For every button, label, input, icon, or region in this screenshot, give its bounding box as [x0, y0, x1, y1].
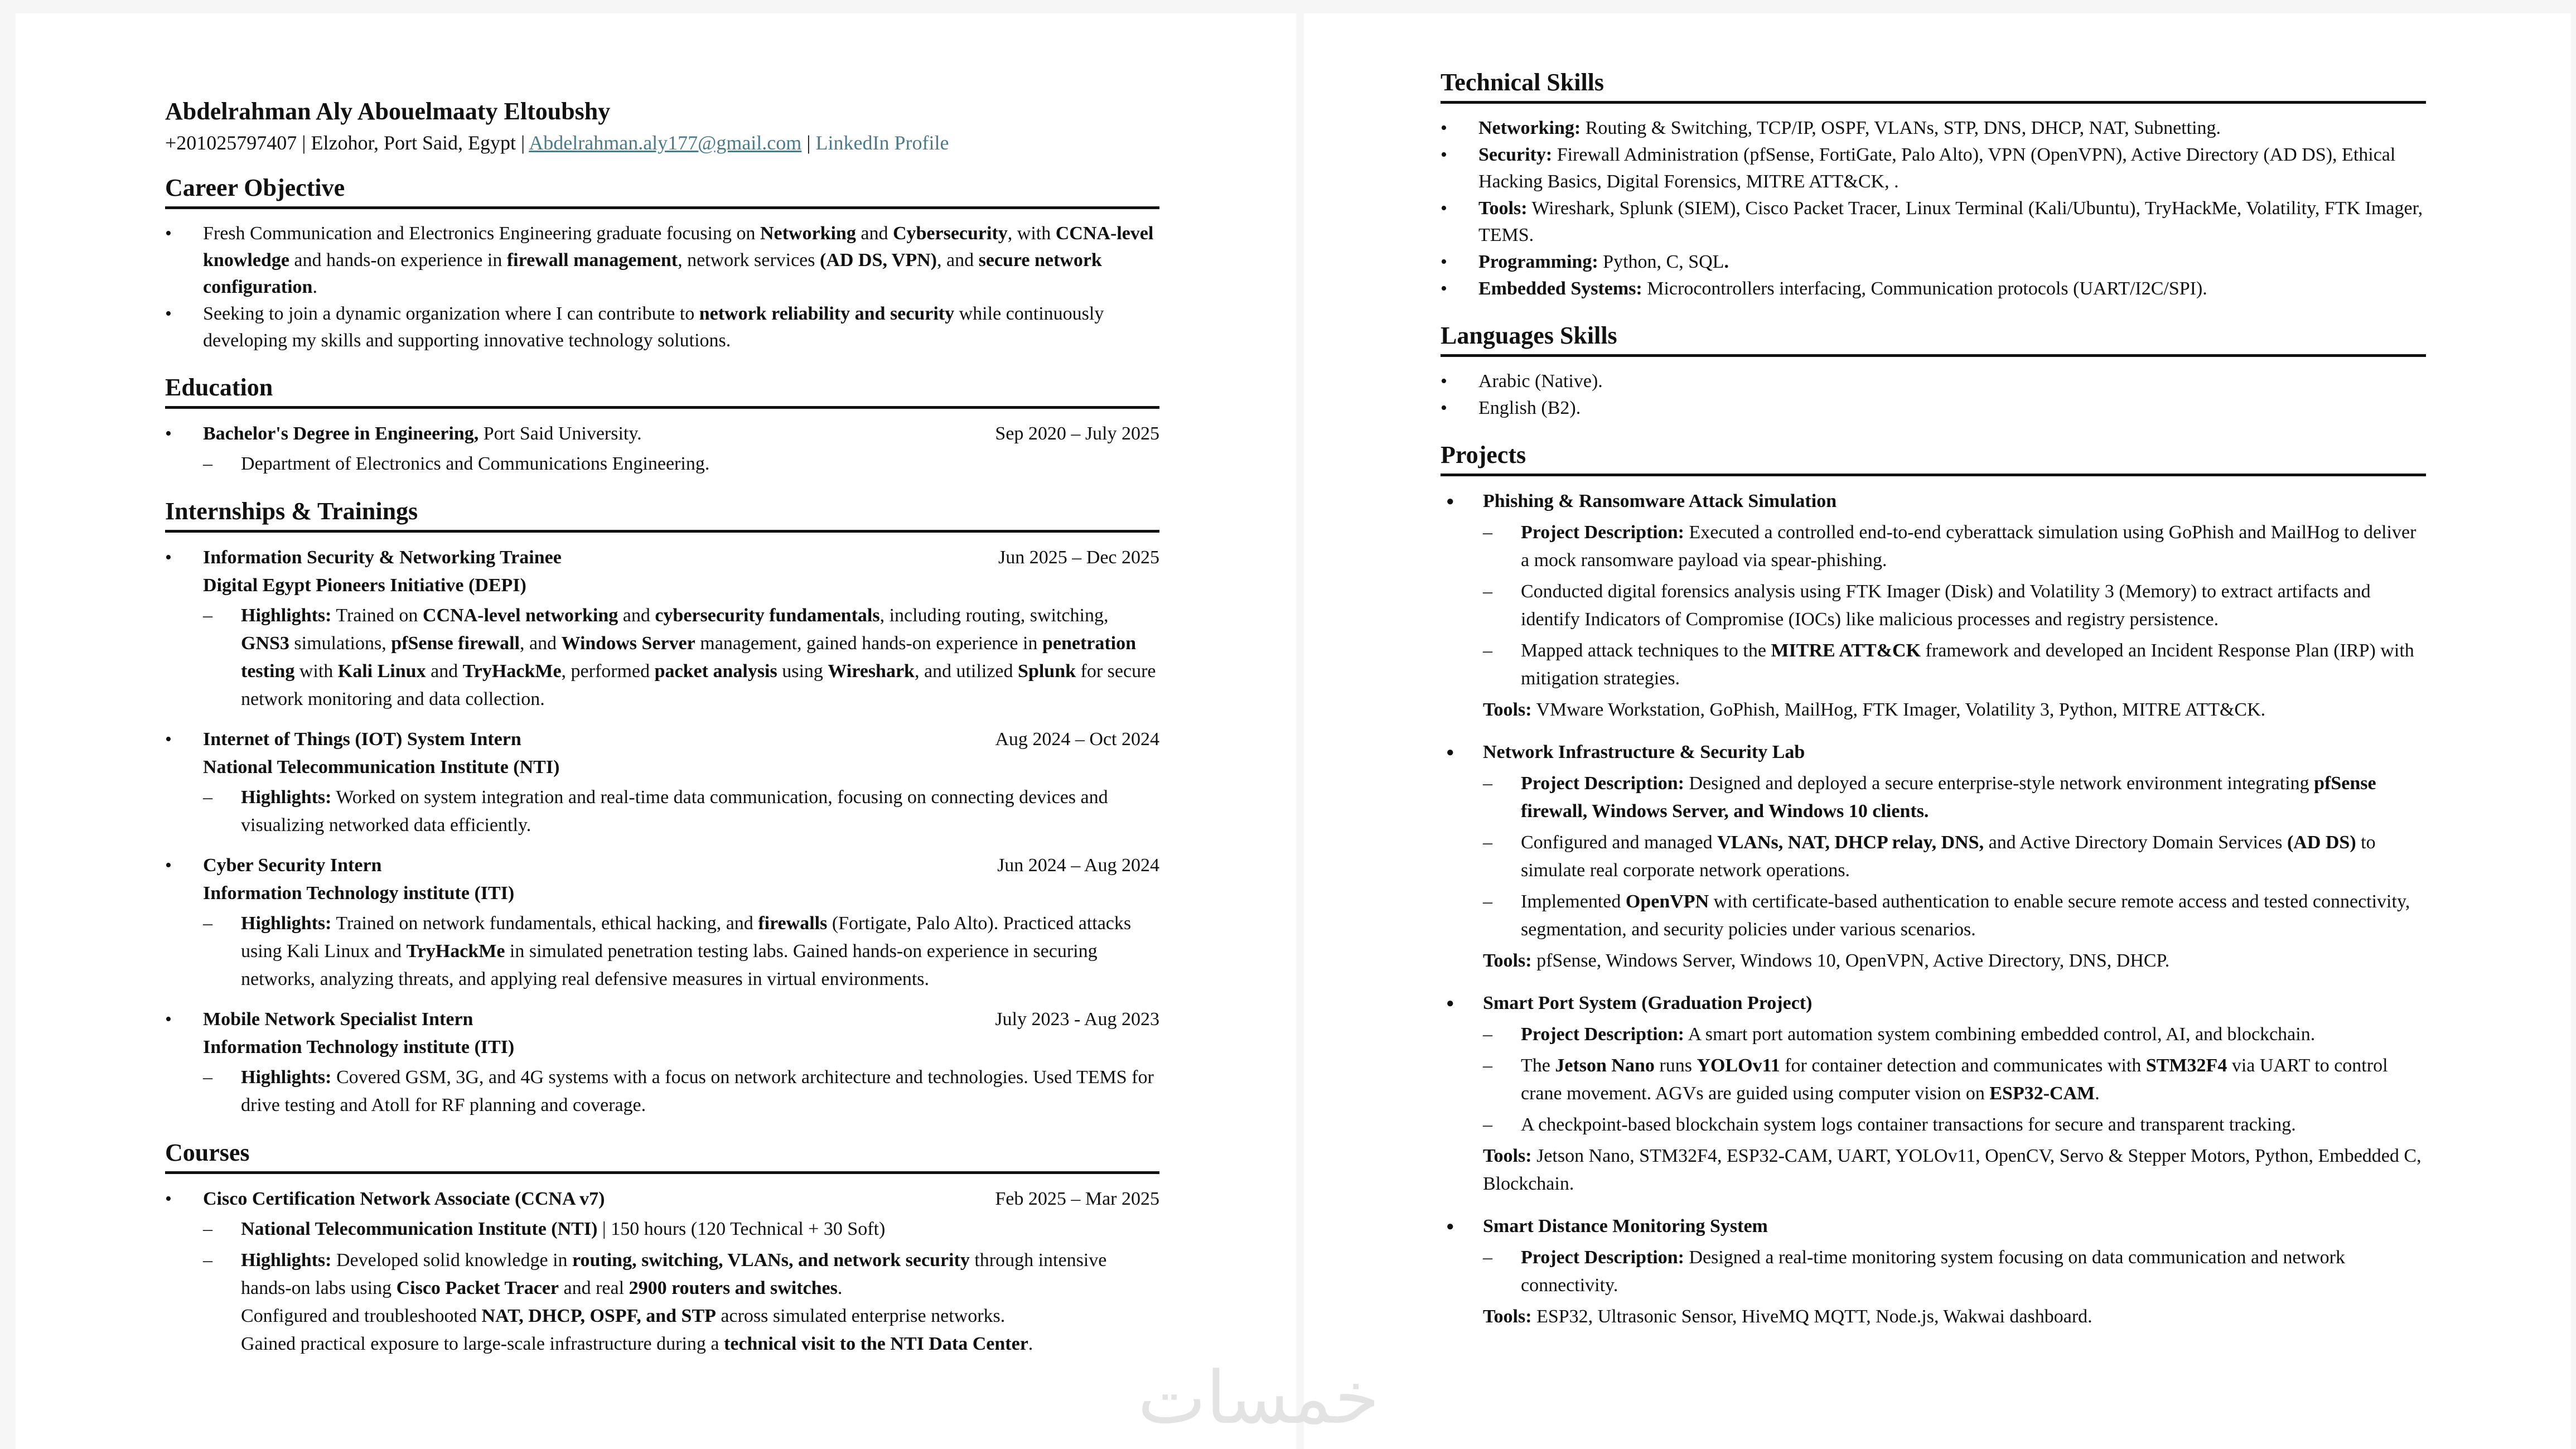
projects-title: Projects	[1441, 441, 2426, 476]
organization: Information Technology institute (ITI)	[203, 883, 515, 904]
education-entry	[165, 420, 1159, 478]
languages-list	[1441, 368, 2426, 422]
degree: Bachelor's Degree in Engineering,	[203, 423, 479, 444]
linkedin-link[interactable]: LinkedIn Profile	[815, 132, 949, 154]
list-item: • Fresh Communication and Electronics Engineering graduate focusing on Networking and Cybersecurity, with CCNA-level knowledge and hands-on experience in firewall management, network services (AD DS, VPN), and secure network configuration.	[165, 220, 1159, 301]
list-item: • Seeking to join a dynamic organization where I can contribute to network reliability and security while continuously developing my skills and supporting innovative technology solutions.	[165, 301, 1159, 354]
highlights: – Highlights: Worked on system integration and real-time data communication, focusing on connecting devices and visualizing networked data efficiently.	[203, 784, 1159, 839]
role: • Cyber Security Intern	[203, 855, 382, 876]
highlights: – Highlights: Trained on network fundamentals, ethical hacking, and firewalls (Fortigate, Palo Alto). Practiced attacks using Kali Linux and TryHackMe in simulated penetration testing labs. Gained hands-on experience in securing networks, analyzing threats, and applying real defensive measures in virtual environments.	[203, 910, 1159, 993]
project-detail: – Project Description: A smart port automation system combining embedded control, AI, and blockchain.	[1483, 1021, 2426, 1049]
role: • Information Security & Networking Trainee	[203, 547, 562, 568]
languages-title: Languages Skills	[1441, 321, 2426, 357]
project-detail: – Project Description: Designed and deployed a secure enterprise-style network environment integrating pfSense firewall, Windows Server, and Windows 10 clients.	[1483, 770, 2426, 825]
organization: Digital Egypt Pioneers Initiative (DEPI)	[203, 575, 526, 596]
project-tools: Tools: VMware Workstation, GoPhish, MailHog, FTK Imager, Volatility 3, Python, MITRE ATT&CK.	[1483, 699, 2266, 720]
phone-location: +201025797407 | Elzohor, Port Said, Egypt |	[165, 132, 529, 154]
organization: Information Technology institute (ITI)	[203, 1037, 515, 1057]
course-institute: – National Telecommunication Institute (NTI) | 150 hours (120 Technical + 30 Soft)	[203, 1215, 1159, 1243]
resume-page-right	[1304, 13, 2571, 1449]
technical-skills-title: Technical Skills	[1441, 68, 2426, 104]
list-item: • Embedded Systems: Microcontrollers interfacing, Communication protocols (UART/I2C/SPI).	[1441, 276, 2426, 302]
project-detail: – Conducted digital forensics analysis using FTK Imager (Disk) and Volatility 3 (Memory) to extract artifacts and identify Indicators of Compromise (IOCs) like malicious processes and registry persistence.	[1483, 578, 2426, 634]
list-item: • Security: Firewall Administration (pfSense, FortiGate, Palo Alto), VPN (OpenVPN), Active Directory (AD DS), Ethical Hacking Basics, Digital Forensics, MITRE ATT&CK, .	[1441, 142, 2426, 195]
list-item: • English (B2).	[1441, 395, 2426, 422]
list-item: • Tools: Wireshark, Splunk (SIEM), Cisco Packet Tracer, Linux Terminal (Kali/Ubuntu), TryHackMe, Volatility, FTK Imager, TEMS.	[1441, 195, 2426, 249]
project-entry	[1441, 487, 2426, 724]
project-title: ● Network Infrastructure & Security Lab	[1483, 742, 1805, 762]
project-detail: – Project Description: Executed a controlled end-to-end cyberattack simulation using GoPhish and MailHog to deliver a mock ransomware payload via spear-phishing.	[1483, 519, 2426, 574]
project-entry	[1441, 738, 2426, 975]
project-tools: Tools: ESP32, Ultrasonic Sensor, HiveMQ MQTT, Node.js, Wakwai dashboard.	[1483, 1306, 2092, 1327]
email-link[interactable]: Abdelrahman.aly177@gmail.com	[529, 132, 802, 154]
project-tools: Tools: pfSense, Windows Server, Windows 10, OpenVPN, Active Directory, DNS, DHCP.	[1483, 950, 2170, 971]
internship-entry	[165, 726, 1159, 839]
highlights: – Highlights: Trained on CCNA-level networking and cybersecurity fundamentals, including routing, switching, GNS3 simulations, pfSense firewall, and Windows Server management, gained hands-on experience in penetration testing with Kali Linux and TryHackMe, performed packet analysis using Wireshark, and utilized Splunk for secure network monitoring and data collection.	[203, 602, 1159, 713]
project-detail: – Implemented OpenVPN with certificate-based authentication to enable secure remote access and tested connectivity, segmentation, and security policies under various scenarios.	[1483, 888, 2426, 944]
highlights: – Highlights: Covered GSM, 3G, and 4G systems with a focus on network architecture and technologies. Used TEMS for drive testing and Atoll for RF planning and coverage.	[203, 1064, 1159, 1119]
list-item: • Networking: Routing & Switching, TCP/IP, OSPF, VLANs, STP, DNS, DHCP, NAT, Subnetting.	[1441, 115, 2426, 142]
project-detail: – A checkpoint-based blockchain system logs container transactions for secure and transparent tracking.	[1483, 1111, 2426, 1139]
internship-entry	[165, 852, 1159, 993]
project-title: ● Smart Distance Monitoring System	[1483, 1216, 1768, 1237]
role: • Mobile Network Specialist Intern	[203, 1009, 473, 1030]
education-title: Education	[165, 373, 1159, 409]
technical-skills-list	[1441, 115, 2426, 302]
contact-separator: |	[801, 132, 816, 154]
organization: National Telecommunication Institute (NTI)	[203, 757, 560, 777]
project-detail: – Mapped attack techniques to the MITRE ATT&CK framework and developed an Incident Response Plan (IRP) with mitigation strategies.	[1483, 637, 2426, 693]
career-objective-title: Career Objective	[165, 173, 1159, 209]
project-tools: Tools: Jetson Nano, STM32F4, ESP32-CAM, UART, YOLOv11, OpenCV, Servo & Stepper Motors, Python, Embedded C, Blockchain.	[1483, 1146, 2422, 1194]
list-item: • Arabic (Native).	[1441, 368, 2426, 395]
list-item: • Programming: Python, C, SQL.	[1441, 249, 2426, 276]
department: – Department of Electronics and Communications Engineering.	[203, 450, 1159, 478]
project-entry	[1441, 1213, 2426, 1331]
school: Port Said University.	[479, 423, 642, 444]
project-detail: – Configured and managed VLANs, NAT, DHCP relay, DNS, and Active Directory Domain Services (AD DS) to simulate real corporate network operations.	[1483, 829, 2426, 885]
candidate-name: Abdelrahman Aly Abouelmaaty Eltoubshy	[165, 98, 611, 125]
courses-title: Courses	[165, 1138, 1159, 1174]
course-name: • Cisco Certification Network Associate (CCNA v7)	[203, 1189, 605, 1209]
project-title: ● Phishing & Ransomware Attack Simulation	[1483, 491, 1837, 511]
date: Aug 2024 – Oct 2024	[995, 729, 1159, 750]
contact-line	[165, 131, 1159, 154]
project-title: ● Smart Port System (Graduation Project)	[1483, 993, 1813, 1013]
khamsat-watermark: خمسات	[1138, 1355, 1380, 1440]
date: July 2023 - Aug 2023	[995, 1009, 1159, 1030]
project-detail: – The Jetson Nano runs YOLOv11 for container detection and communicates with STM32F4 via UART to control crane movement. AGVs are guided using computer vision on ESP32-CAM.	[1483, 1052, 2426, 1108]
education-date: Sep 2020 – July 2025	[995, 423, 1159, 444]
project-entry	[1441, 989, 2426, 1198]
resume-page-left	[16, 13, 1296, 1449]
internship-entry	[165, 1006, 1159, 1119]
date: Jun 2025 – Dec 2025	[998, 547, 1159, 568]
course-entry	[165, 1185, 1159, 1358]
highlights: – Highlights: Developed solid knowledge in routing, switching, VLANs, and network security through intensive hands-on labs using Cisco Packet Tracer and real 2900 routers and switches. Configured and troubleshooted NAT, DHCP, OSPF, and STP across simulated enterprise networks. Gained practical exposure to large-scale infrastructure during a technical visit to the NTI Data Center.	[203, 1247, 1159, 1358]
role: • Internet of Things (IOT) System Intern	[203, 729, 521, 750]
internships-title: Internships & Trainings	[165, 497, 1159, 533]
internship-entry	[165, 544, 1159, 713]
date: Feb 2025 – Mar 2025	[995, 1189, 1159, 1209]
project-detail: – Project Description: Designed a real-time monitoring system focusing on data communication and network connectivity.	[1483, 1244, 2426, 1300]
date: Jun 2024 – Aug 2024	[997, 855, 1159, 876]
career-objective-list	[165, 220, 1159, 354]
